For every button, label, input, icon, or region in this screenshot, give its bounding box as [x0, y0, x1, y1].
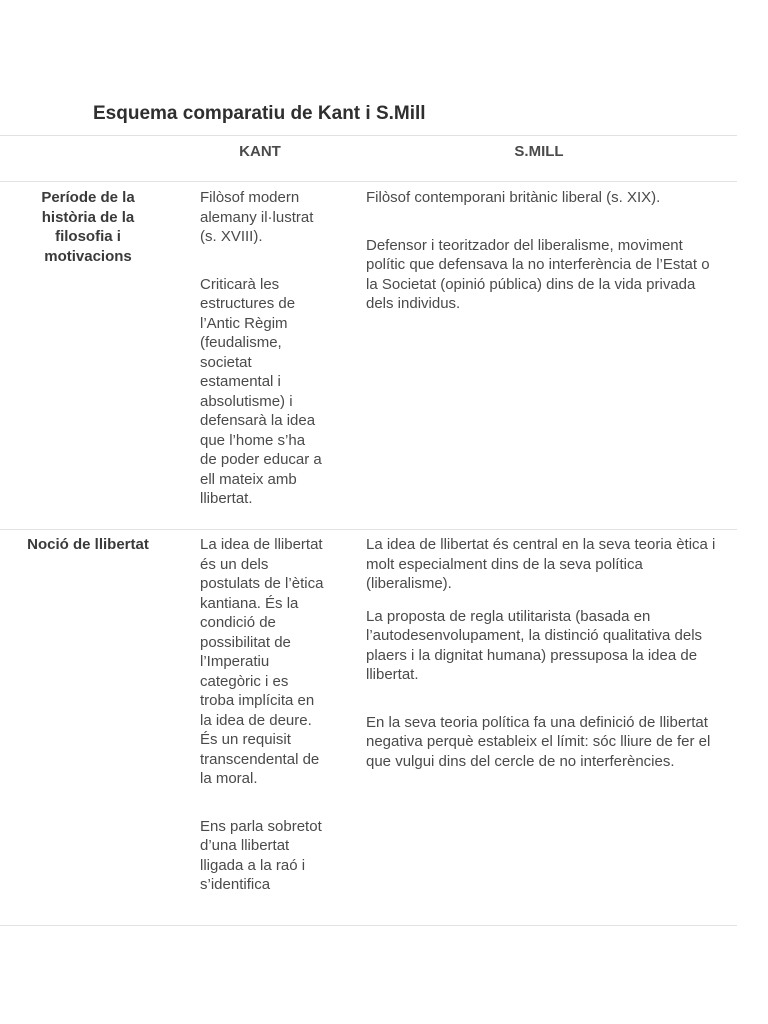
kant-cell-period: [200, 188, 324, 509]
mill-freedom-paragraph-3: En la seva teoria política fa una definició de llibertat negativa perquè estableix el límit: sóc lliure de fer el que vulgui dins del cercle de no interferències.: [366, 713, 711, 770]
kant-freedom-paragraph-2: Ens parla sobretot d’una llibertat lligada a la raó i s’identifica: [200, 817, 322, 893]
mill-freedom-paragraph-2: La proposta de regla utilitarista (basada en l’autodesenvolupament, la distinció qualitativa dels plaers i la dignitat humana) pressuposa la idea de llibertat.: [366, 607, 703, 683]
mill-cell-period: [366, 188, 720, 314]
kant-freedom-paragraph-1: La idea de llibertat és un dels postulats de l’ètica kantiana. És la condició de possibilitat de l’Imperatiu categòric i es troba implícita en la idea de deure. És un requisit transcendental de la moral.: [200, 536, 324, 787]
mill-freedom-paragraph-1: La idea de llibertat és central en la seva teoria ètica i molt especialment dins de la seva política (liberalisme).: [366, 536, 716, 592]
row-label-freedom: Noció de llibertat: [27, 536, 149, 553]
column-header-kant: KANT: [239, 143, 281, 160]
kant-period-paragraph-2: Criticarà les estructures de l’Antic Règim (feudalisme, societat estamental i absolutisme) i defensarà la idea que l’home s’ha de poder educar a ell mateix amb llibertat.: [200, 275, 322, 507]
table-top-divider: [0, 135, 737, 136]
mill-cell-freedom: [366, 535, 720, 771]
header-divider: [0, 181, 737, 182]
mill-period-paragraph-1: Filòsof contemporani britànic liberal (s. XIX).: [366, 189, 661, 206]
column-header-mill: S.MILL: [514, 143, 564, 160]
table-bottom-divider: [0, 925, 737, 926]
row-divider: [0, 529, 737, 530]
kant-period-paragraph-1: Filòsof modern alemany il·lustrat (s. XVIII).: [200, 189, 314, 245]
kant-cell-freedom: [200, 535, 324, 895]
page-title: Esquema comparatiu de Kant i S.Mill: [93, 103, 426, 124]
mill-period-paragraph-2: Defensor i teoritzador del liberalisme, moviment polític que defensava la no interferència de l’Estat o la Societat (opinió pública) dins de la vida privada dels individus.: [366, 236, 710, 312]
row-label-period: Període de la història de la filosofia i motivacions: [41, 189, 135, 265]
